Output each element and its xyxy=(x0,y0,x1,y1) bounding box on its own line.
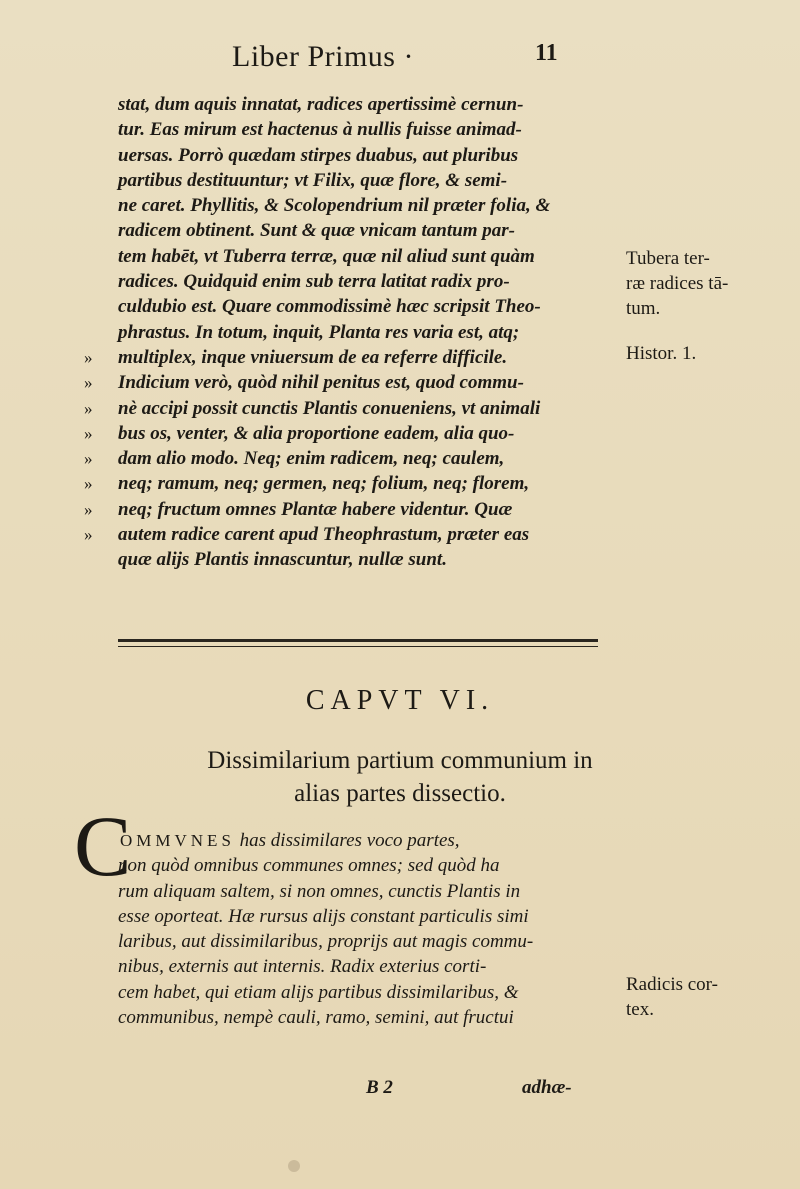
divider-rule-thin xyxy=(118,646,598,647)
quote-mark: » xyxy=(84,423,93,443)
text-line: stat, dum aquis innatat, radices apertissimè cernun- xyxy=(118,94,524,115)
text-line: tem habēt, vt Tuberra terræ, quæ nil aliud sunt quàm xyxy=(118,245,535,267)
text-line: radices. Quidquid enim sub terra latitat radix pro- xyxy=(118,271,510,293)
page-footer xyxy=(0,1077,800,1103)
margin-note-tubera xyxy=(626,246,728,321)
chapter-title-line: alias partes dissectio. xyxy=(294,780,506,807)
chapter-title-line: Dissimilarium partium communium in xyxy=(207,747,593,774)
margin-note-line: Tubera ter- xyxy=(626,248,710,269)
text-line: partibus destituuntur; vt Filix, quæ flore, & semi- xyxy=(118,169,508,191)
quote-mark: » xyxy=(84,525,93,545)
text-line: bus os, venter, & alia proportione eadem, alia quo- xyxy=(118,422,515,444)
text-line: Indicium verò, quòd nihil penitus est, quod commu- xyxy=(118,372,524,394)
margin-note-radicis xyxy=(626,972,718,1022)
quote-mark: » xyxy=(84,373,93,393)
text-line: quæ alijs Plantis innascuntur, nullæ sunt. xyxy=(118,549,447,571)
first-word: OMMVNES xyxy=(120,831,235,850)
text-line xyxy=(118,828,618,853)
text-line: autem radice carent apud Theophrastum, præter eas xyxy=(118,524,530,546)
margin-note-line: ræ radices tā- xyxy=(626,273,729,294)
ink-stain xyxy=(288,1160,300,1172)
page-number: 11 xyxy=(535,40,558,66)
text-line: phrastus. In totum, inquit, Planta res varia est, atq; xyxy=(118,321,520,343)
catchword: adhæ- xyxy=(522,1077,572,1098)
divider-rule-thick xyxy=(118,639,598,642)
running-title: Liber Primus · xyxy=(232,40,414,73)
text-line: neq; ramum, neq; germen, neq; folium, neq; florem, xyxy=(118,473,530,495)
text-line: esse oporteat. Hæ rursus alijs constant particulis simi xyxy=(118,905,529,927)
page-header xyxy=(0,36,800,76)
text-line: tur. Eas mirum est hactenus à nullis fuisse animad- xyxy=(118,119,522,141)
margin-note-histor xyxy=(626,341,696,366)
text-line: culdubio est. Quare commodissimè hæc scripsit Theo- xyxy=(118,296,541,318)
text-line: non quòd omnibus communes omnes; sed quòd ha xyxy=(118,855,500,877)
signature-mark: B 2 xyxy=(366,1077,393,1098)
text-line: dam alio modo. Neq; enim radicem, neq; caulem, xyxy=(118,448,505,470)
text-line-rest: has dissimilares voco partes, xyxy=(234,830,460,851)
text-line: nè accipi possit cunctis Plantis conueniens, vt animali xyxy=(118,397,541,419)
quote-mark: » xyxy=(84,499,93,519)
margin-note-line: Histor. 1. xyxy=(626,343,697,364)
text-line: rum aliquam saltem, si non omnes, cunctis Plantis in xyxy=(118,880,521,902)
text-line: neq; fructum omnes Plantæ habere videntur. Quæ xyxy=(118,498,513,520)
quote-mark: » xyxy=(84,474,93,494)
margin-note-line: tex. xyxy=(626,999,654,1020)
quotation-marks xyxy=(84,345,112,547)
margin-note-line: Radicis cor- xyxy=(626,974,718,995)
chapter-heading: CAPVT VI. xyxy=(305,685,495,716)
text-line: laribus, aut dissimilaribus, proprijs aut magis commu- xyxy=(118,931,534,953)
text-line: ne caret. Phyllitis, & Scolopendrium nil præter folia, & xyxy=(118,195,551,217)
text-line: communibus, nempè cauli, ramo, semini, aut fructui xyxy=(118,1007,514,1029)
margin-note-line: tum. xyxy=(626,298,661,319)
quote-mark: » xyxy=(84,449,93,469)
quote-mark: » xyxy=(84,348,93,367)
paragraph-2 xyxy=(118,828,618,1030)
text-line: multiplex, inque vniuersum de ea referre difficile. xyxy=(118,346,508,368)
drop-cap: C xyxy=(74,798,132,894)
text-line: cem habet, qui etiam alijs partibus dissimilaribus, & xyxy=(118,981,519,1003)
text-line: radicem obtinent. Sunt & quæ vnicam tantum par- xyxy=(118,220,515,242)
text-line: uersas. Porrò quædam stirpes duabus, aut pluribus xyxy=(118,144,519,166)
quote-mark: » xyxy=(84,398,93,418)
text-line: nibus, externis aut internis. Radix exterius corti- xyxy=(118,956,487,978)
paragraph-1 xyxy=(118,92,618,573)
